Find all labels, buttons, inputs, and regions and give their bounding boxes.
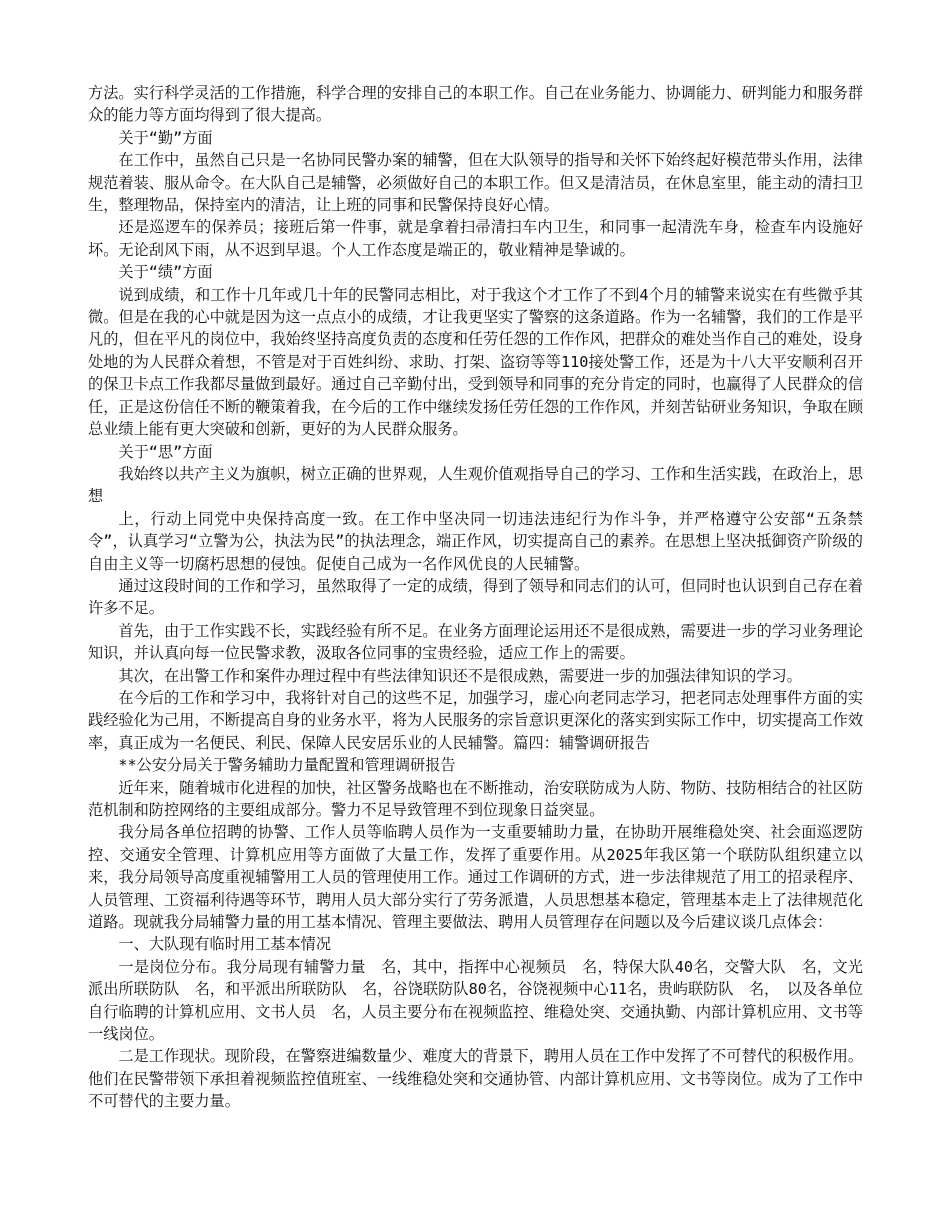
paragraph: 说到成绩，和工作十几年或几十年的民警同志相比，对于我这个才工作了不到4个月的辅警来说实在有些微乎其微。但是在我的心中就是因为这一点点小的成绩，才让我更坚实了警察的这条道路。作为一名辅警，我们的工作是平凡的，但在平凡的岗位中，我始终坚持高度负责的态度和任劳任怨的工作作风，把群众的难处当作自己的难处，设身处地的为人民群众着想，不管是对于百姓纠纷、求助、打架、盗窃等等110接处警工作，还是为十八大平安顺利召开的保卫卡点工作我都尽量做到最好。通过自己辛勤付出，受到领导和同事的充分肯定的同时，也赢得了人民群众的信任，正是这份信任不断的鞭策着我，在今后的工作中继续发扬任劳任怨的工作作风，并刻苦钻研业务知识，争取在顾总业绩上能有更大突破和创新，更好的为人民群众服务。 xyxy=(88,285,863,439)
section-heading-si: 关于“思”方面 xyxy=(118,442,213,461)
paragraph: 还是巡逻车的保养员；接班后第一件事，就是拿着扫帚清扫车内卫生，和同事一起清洗车身，检查车内设施好坏。无论刮风下雨，从不迟到早退。个人工作态度是端正的，敬业精神是挚诚的。 xyxy=(88,218,863,259)
section-heading-qin: 关于“勤”方面 xyxy=(118,128,213,147)
paragraph: 近年来，随着城市化进程的加快，社区警务战略也在不断推动，治安联防成为人防、物防、技防相结合的社区防范机制和防控网络的主要组成部分。警力不足导致管理不到位现象日益突显。 xyxy=(88,778,863,819)
paragraph: 我分局各单位招聘的协警、工作人员等临聘人员作为一支重要辅助力量，在协助开展维稳处突、社会面巡逻防控、交通安全管理、计算机应用等方面做了大量工作，发挥了重要作用。从2025年我区第一个联防队组织建立以来，我分局领导高度重视辅警用工人员的管理使用工作。通过工作调研的方式，进一步法律规范了用工的招录程序、人员管理、工资福利待遇等环节，聘用人员大部分实行了劳务派遣，人员思想基本稳定，管理基本走上了法律规范化道路。现就我分局辅警力量的用工基本情况、管理主要做法、聘用人员管理存在问题以及今后建议谈几点体会： xyxy=(88,823,863,932)
paragraph: 在工作中，虽然自己只是一名协同民警办案的辅警，但在大队领导的指导和关怀下始终起好模范带头作用，法律规范着装、服从命令。在大队自己是辅警，必须做好自己的本职工作。但又是清洁员，在休息室里，能主动的清扫卫生，整理物品，保持室内的清洁，让上班的同事和民警保持良好心情。 xyxy=(88,151,863,215)
section-heading-ji: 关于“绩”方面 xyxy=(118,263,213,282)
paragraph: 在今后的工作和学习中，我将针对自己的这些不足，加强学习，虚心向老同志学习，把老同志处理事件方面的实践经验化为己用，不断提高自身的业务水平，将为人民服务的宗旨意识更深化的落实到实际工作中，切实提高工作效率，真正成为一名便民、利民、保障人民安居乐业的人民辅警。篇四：辅警调研报告 xyxy=(88,688,863,752)
paragraph: 二是工作现状。现阶段，在警察进编数量少、难度大的背景下，聘用人员在工作中发挥了不可替代的积极作用。他们在民警带领下承担着视频监控值班室、一线维稳处突和交通协管、内部计算机应用、文书等岗位。成为了工作中不可替代的主要力量。 xyxy=(88,1047,863,1111)
paragraph: 方法。实行科学灵活的工作措施，科学合理的安排自己的本职工作。自己在业务能力、协调能力、研判能力和服务群众的能力等方面均得到了很大提高。 xyxy=(88,84,863,125)
paragraph: 一是岗位分布。我分局现有辅警力量 名，其中，指挥中心视频员 名，特保大队40名，交警大队 名，文光派出所联防队 名，和平派出所联防队 名，谷饶联防队80名，谷饶视频中心11名，贵屿联防队 名， 以及各单位自行临聘的计算机应用、文书人员 名，人员主要分布在视频监控、维稳处突、交通执勤、内部计算机应用、文书等一线岗位。 xyxy=(88,957,863,1044)
paragraph: 通过这段时间的工作和学习，虽然取得了一定的成绩，得到了领导和同志们的认可，但同时也认识到自己存在着许多不足。 xyxy=(88,576,863,618)
document-page xyxy=(88,82,863,1113)
paragraph: 我始终以共产主义为旗帜，树立正确的世界观，人生观价值观指导自己的学习、工作和生活实践，在政治上，思想 xyxy=(88,464,863,506)
section-heading: 一、大队现有临时用工基本情况 xyxy=(118,935,332,954)
paragraph: 其次，在出警工作和案件办理过程中有些法律知识还不是很成熟，需要进一步的加强法律知识的学习。 xyxy=(118,666,802,685)
paragraph: 首先，由于工作实践不长，实践经验有所不足。在业务方面理论运用还不是很成熟，需要进一步的学习业务理论知识，并认真向每一位民警求教，汲取各位同事的宝贵经验，适应工作上的需要。 xyxy=(88,621,863,663)
paragraph: 上，行动上同党中央保持高度一致。在工作中坚决同一切违法违纪行为作斗争，并严格遵守公安部“五条禁令”，认真学习“立警为公，执法为民”的执法理念，端正作风，切实提高自己的素养。在思想上坚决抵御资产阶级的自由主义等一切腐朽思想的侵蚀。促使自己成为一名作风优良的人民辅警。 xyxy=(88,509,863,573)
report-title: **公安分局关于警务辅助力量配置和管理调研报告 xyxy=(118,756,456,775)
